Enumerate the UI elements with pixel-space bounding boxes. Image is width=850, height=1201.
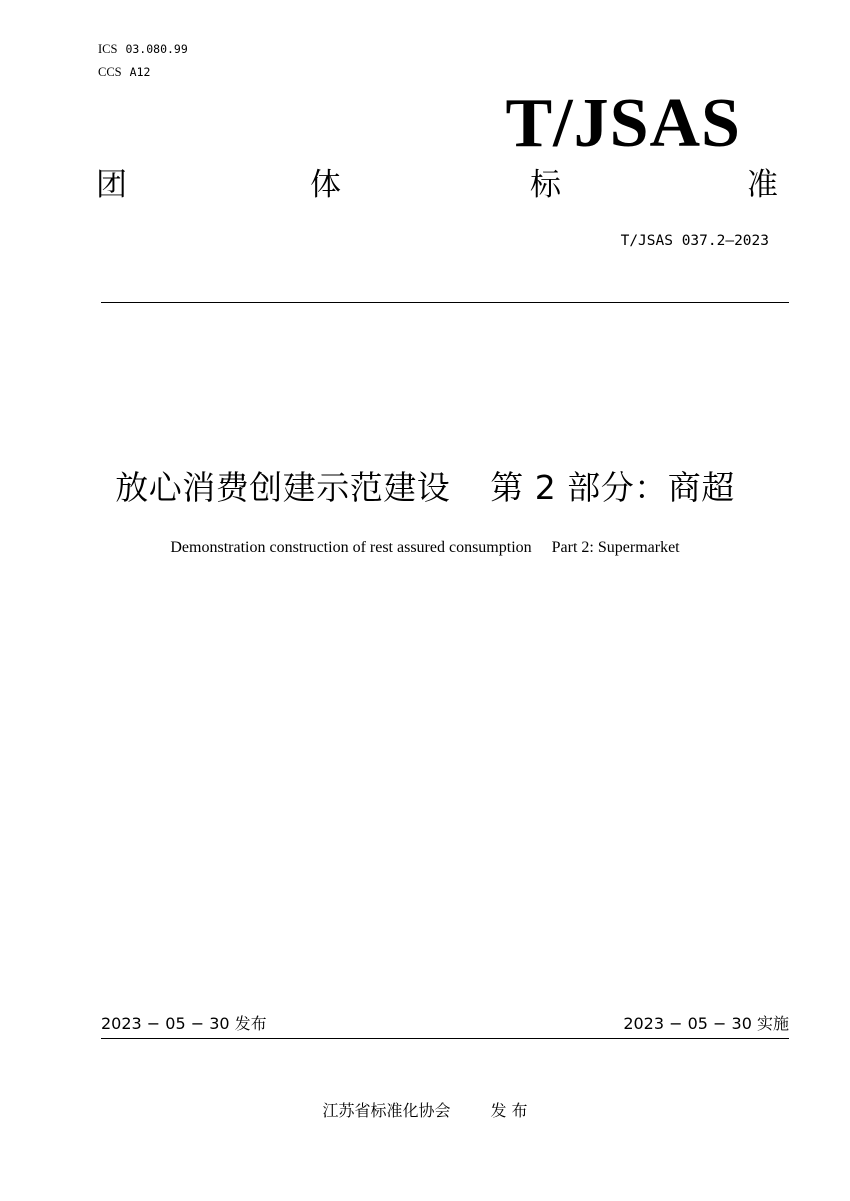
title-english [0, 538, 850, 558]
standard-type-char-3: 标 [530, 167, 561, 203]
top-divider [101, 302, 789, 303]
implementation-date: 2023 − 05 − 30 实施 [623, 1014, 789, 1033]
title-en-main: Demonstration construction of rest assured consumption [170, 539, 532, 556]
bottom-divider [101, 1038, 789, 1039]
ccs-label: CCS [98, 65, 122, 79]
standard-code: T/JSAS 037.2—2023 [620, 233, 769, 249]
title-cn-part: 第 2 部分：商超 [490, 468, 735, 507]
publish-date: 2023 − 05 − 30 发布 [101, 1014, 267, 1033]
title-chinese [0, 466, 850, 510]
title-cn-main: 放心消费创建示范建设 [115, 468, 451, 507]
standard-type [96, 165, 780, 205]
standard-type-char-1: 团 [96, 167, 127, 203]
ccs-code [98, 65, 150, 79]
publisher [0, 1101, 850, 1121]
ccs-value: A12 [129, 65, 151, 79]
ics-code [98, 42, 188, 56]
ics-label: ICS [98, 42, 118, 56]
publisher-org: 江苏省标准化协会 [322, 1101, 451, 1120]
standard-logo: T/JSAS [505, 85, 741, 162]
ics-value: 03.080.99 [125, 42, 188, 56]
title-en-part: Part 2: Supermarket [551, 539, 680, 556]
publisher-action: 发 布 [490, 1101, 528, 1120]
standard-type-char-2: 体 [310, 167, 341, 203]
standard-type-char-4: 准 [747, 167, 778, 203]
